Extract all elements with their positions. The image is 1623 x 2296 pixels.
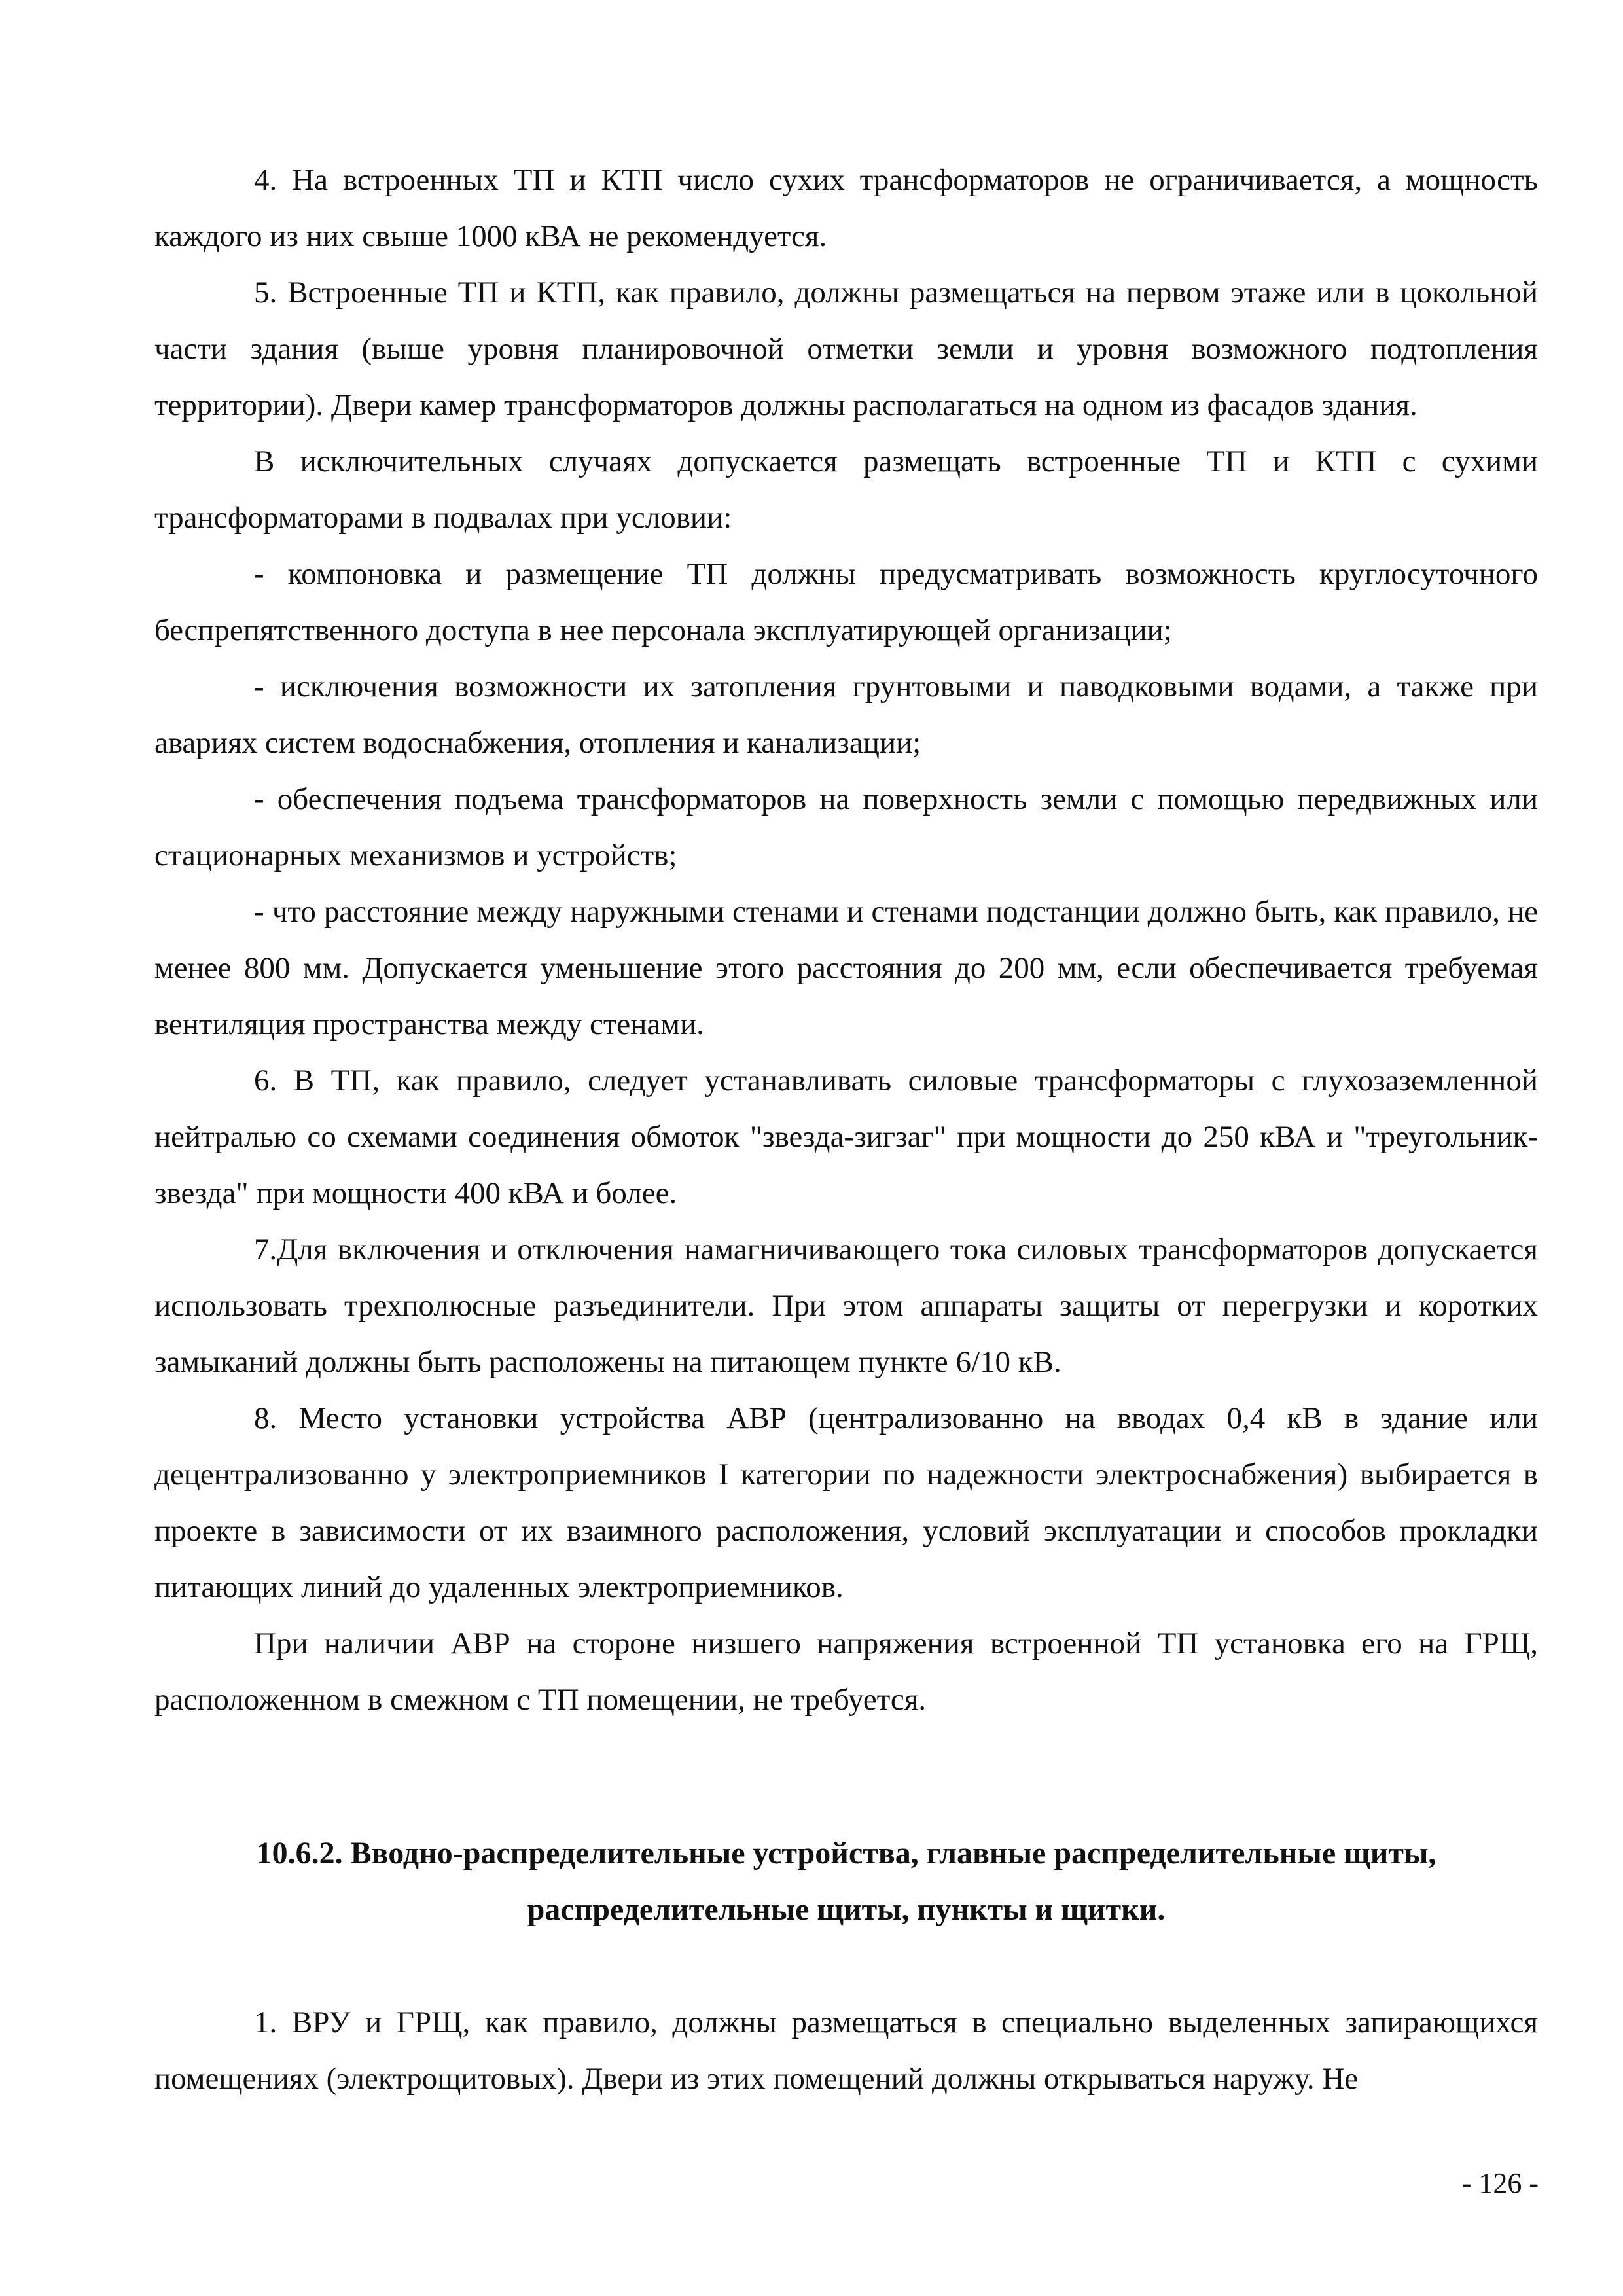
- page-number: - 126 -: [1461, 2167, 1539, 2199]
- paragraph-5: 5. Встроенные ТП и КТП, как правило, должны размещаться на первом этаже или в цокольной части здания (выше уровня планировочной отметки земли и уровня возможного подтопления территории). Двери камер трансформаторов должны располагаться на одном из фасадов здания.: [154, 276, 1538, 422]
- list-item-distance: - что расстояние между наружными стенами и стенами подстанции должно быть, как правило, не менее 800 мм. Допускается уменьшение этого расстояния до 200 мм, если обеспечивается требуемая вентиляция пространства между стенами.: [154, 895, 1538, 1041]
- section-heading: [154, 1825, 1538, 1938]
- paragraph-4: 4. На встроенных ТП и КТП число сухих трансформаторов не ограничивается, а мощность каждого из них свыше 1000 кВА не рекомендуется.: [154, 163, 1538, 253]
- list-item-lifting: - обеспечения подъема трансформаторов на поверхность земли с помощью передвижных или стационарных механизмов и устройств;: [154, 782, 1538, 872]
- section-heading-line-2: распределительные щиты, пункты и щитки.: [527, 1892, 1166, 1927]
- paragraph-exceptional-cases: В исключительных случаях допускается размещать встроенные ТП и КТП с сухими трансформаторами в подвалах при условии:: [154, 444, 1538, 535]
- list-item-flooding: - исключения возможности их затопления грунтовыми и паводковыми водами, а также при авариях систем водоснабжения, отопления и канализации;: [154, 670, 1538, 760]
- paragraph-8: 8. Место установки устройства АВР (централизованно на вводах 0,4 кВ в здание или децентрализованно у электроприемников I категории по надежности электроснабжения) выбирается в проекте в зависимости от их взаимного расположения, условий эксплуатации и способов прокладки питающих линий до удаленных электроприемников.: [154, 1401, 1538, 1604]
- section-heading-line-1: 10.6.2. Вводно-распределительные устройства, главные распределительные щиты,: [256, 1836, 1436, 1871]
- list-item-layout: - компоновка и размещение ТП должны предусматривать возможность круглосуточного беспрепятственного доступа в нее персонала эксплуатирующей организации;: [154, 557, 1538, 647]
- body-text: [154, 152, 1538, 1728]
- paragraph-6: 6. В ТП, как правило, следует устанавливать силовые трансформаторы с глухозаземленной нейтралью со схемами соединения обмоток "звезда-зигзаг" при мощности до 250 кВА и "треугольник-звезда" при мощности 400 кВА и более.: [154, 1064, 1538, 1210]
- section-body: [154, 1994, 1538, 2107]
- paragraph-1-vru: 1. ВРУ и ГРЩ, как правило, должны размещаться в специально выделенных запирающихся помещениях (электрощитовых). Двери из этих помещений должны открываться наружу. Не: [154, 2005, 1538, 2096]
- paragraph-7: 7.Для включения и отключения намагничивающего тока силовых трансформаторов допускается использовать трехполюсные разъединители. При этом аппараты защиты от перегрузки и коротких замыканий должны быть расположены на питающем пункте 6/10 кВ.: [154, 1232, 1538, 1379]
- paragraph-avr: При наличии АВР на стороне низшего напряжения встроенной ТП установка его на ГРЩ, расположенном в смежном с ТП помещении, не требуется.: [154, 1626, 1538, 1717]
